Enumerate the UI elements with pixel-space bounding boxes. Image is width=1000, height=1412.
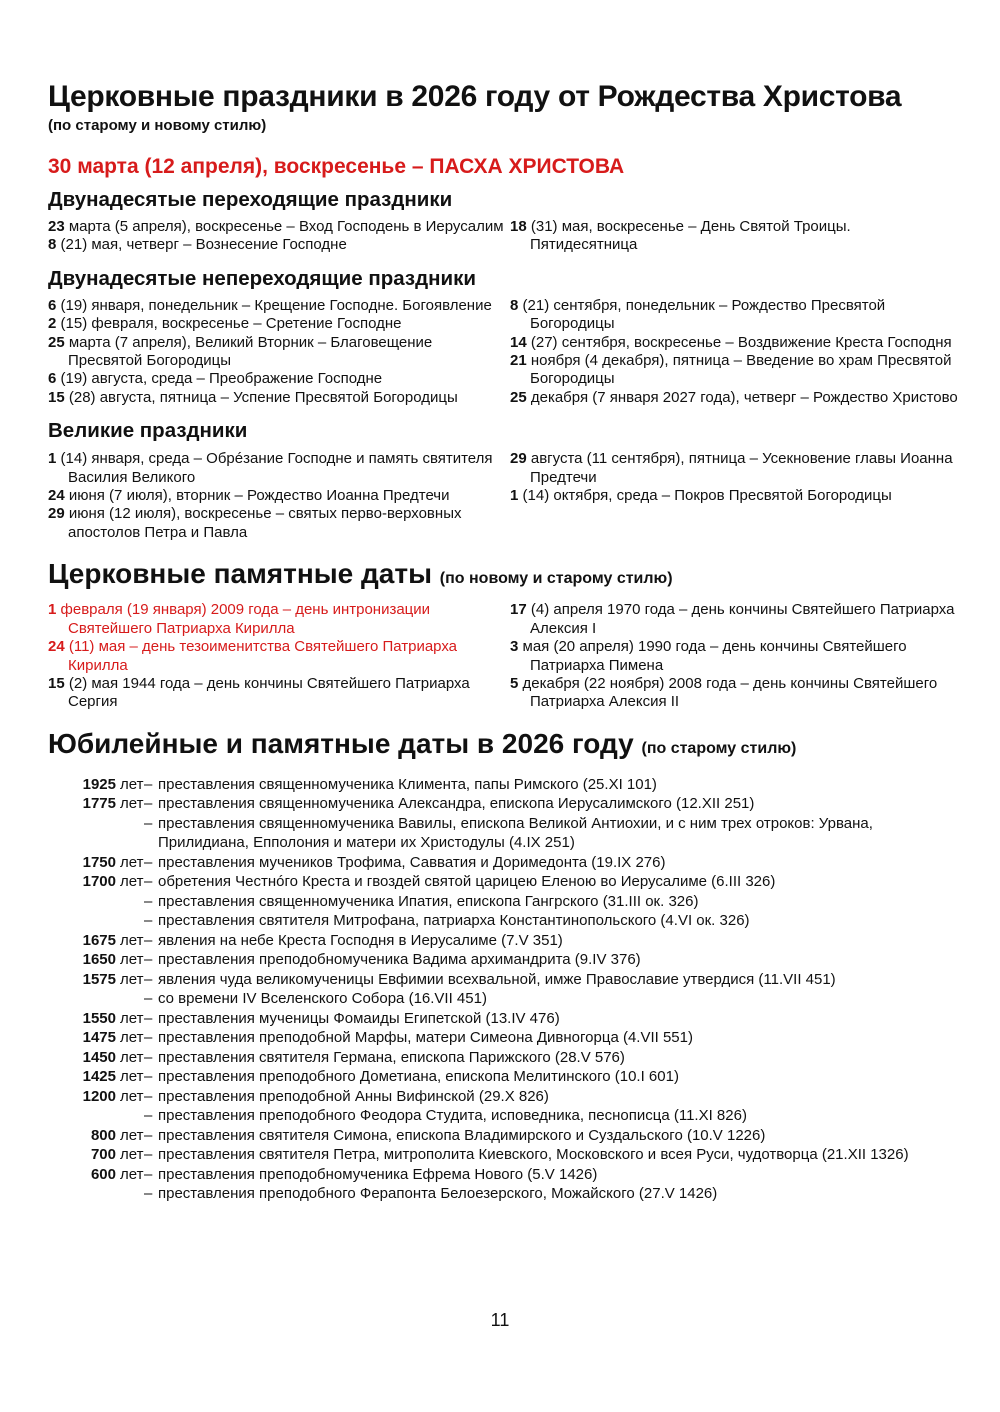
jubilee-text: преставления священномученика Вавилы, епископа Великой Антиохии, и с ним трех отроков: Урвана, Прилидиана, Епполония и матери их Христодулы (4.IX 251) [158, 814, 873, 852]
jubilee-years: 800 [90, 1126, 116, 1144]
jubilee-dash: – [144, 795, 153, 813]
feast-description: мая (20 апреля) 1990 года – день кончины Святейшего Патриарха Пимена [518, 638, 907, 674]
jubilee-row [48, 1106, 958, 1126]
jubilee-years: 1550 [82, 1009, 116, 1027]
jubilee-text: преставления святителя Петра, митрополита Киевского, Московского и всея Руси, чудотворца (21.XII 1326) [158, 1146, 909, 1164]
feast-description: декабря (7 января 2027 года), четверг – Рождество Христово [526, 388, 958, 406]
great-feasts-heading: Великие праздники [48, 419, 248, 443]
feast-description: (21) сентября, понедельник – Рождество Пресвятой Богородицы [518, 296, 886, 333]
feast-day-number: 18 [510, 218, 527, 235]
jubilee-years: 600 [90, 1165, 116, 1183]
jubilee-let-word: лет [120, 853, 144, 871]
feast-entry [48, 675, 510, 712]
feast-day-number: 24 [48, 487, 65, 505]
feast-day-number: 8 [510, 296, 519, 314]
feast-day-number: 15 [48, 674, 65, 692]
feast-day-number: 5 [510, 674, 519, 692]
jubilee-dash: – [144, 1107, 153, 1125]
jubilee-dash: – [144, 1087, 153, 1105]
jubilee-let-word: лет [120, 1029, 144, 1047]
jubilee-text: преставления преподобномученика Ефрема Нового (5.V 1426) [158, 1165, 598, 1183]
feast-description: февраля (19 января) 2009 года – день интронизации Святейшего Патриарха Кирилла [56, 601, 431, 637]
jubilee-text: преставления священномученика Климента, папы Римского (25.XI 101) [158, 775, 657, 793]
feast-description: (27) сентября, воскресенье – Воздвижение Креста Господня [526, 333, 952, 351]
jubilee-text: преставления преподобномученика Вадима архимандрита (9.IV 376) [158, 951, 641, 969]
feast-entry [48, 236, 510, 254]
feast-entry [48, 297, 510, 315]
jubilee-text: преставления мучеников Трофима, Савватия и Доримедонта (19.IX 276) [158, 853, 666, 871]
feast-day-number: 25 [510, 388, 527, 406]
jubilee-dash: – [144, 892, 153, 910]
feast-description: ноября (4 декабря), пятница – Введение во храм Пресвятой Богородицы [526, 352, 952, 388]
feast-day-number: 21 [510, 352, 527, 370]
jubilee-row [48, 814, 958, 853]
feast-day-number: 6 [48, 296, 57, 314]
jubilee-text: преставления святителя Митрофана, патриарха Константинопольского (4.VI ок. 326) [158, 912, 750, 930]
fixed-right-column [510, 297, 958, 407]
feast-entry [510, 487, 958, 505]
feast-entry [48, 315, 510, 333]
jubilee-dash: – [144, 853, 153, 871]
jubilee-years: 1200 [82, 1087, 116, 1105]
jubilee-dash: – [144, 912, 153, 930]
feast-day-number: 1 [510, 487, 519, 505]
jubilee-row [48, 1145, 958, 1165]
feast-description: марта (7 апреля), Великий Вторник – Благовещение Пресвятой Богородицы [64, 333, 433, 370]
feast-entry [510, 389, 958, 407]
jubilee-text: преставления святителя Германа, епископа Парижского (28.V 576) [158, 1048, 625, 1066]
feast-description: декабря (22 ноября) 2008 года – день кончины Святейшего Патриарха Алексия II [518, 674, 938, 711]
jubilee-dash: – [144, 1009, 153, 1027]
feast-day-number: 2 [48, 315, 57, 333]
feast-entry [48, 638, 510, 675]
jubilee-row [48, 970, 958, 990]
jubilee-years: 700 [90, 1146, 116, 1164]
jubilee-text: преставления преподобного Ферапонта Белоезерского, Можайского (27.V 1426) [158, 1185, 718, 1203]
feast-day-number: 6 [48, 370, 57, 388]
jubilee-row [48, 911, 958, 931]
feast-description: августа (11 сентября), пятница – Усекновение главы Иоанна Предтечи [526, 450, 953, 486]
jubilee-row [48, 1126, 958, 1146]
feast-entry [510, 218, 958, 255]
memorial-left-column [48, 601, 510, 711]
jubilee-dash: – [144, 931, 153, 949]
jubilee-row [48, 794, 958, 814]
memorial-dates-heading [48, 556, 958, 597]
feast-description: (31) мая, воскресенье – День Святой Троицы. Пятидесятница [526, 218, 851, 254]
jubilee-years: 1450 [82, 1048, 116, 1066]
jubilee-let-word: лет [120, 970, 144, 988]
feast-entry [48, 370, 510, 388]
feast-description: (19) января, понедельник – Крещение Господне. Богоявление [56, 296, 492, 314]
feast-entry [510, 638, 958, 675]
feast-description: (4) апреля 1970 года – день кончины Святейшего Патриарха Алексия I [526, 601, 955, 637]
page-title: Церковные праздники в 2026 году от Рождества Христова [48, 80, 902, 113]
jubilee-dash: – [144, 1126, 153, 1144]
feast-day-number: 29 [510, 450, 527, 468]
memorial-right-column [510, 601, 958, 711]
jubilee-dash: – [144, 990, 153, 1008]
feast-description: (21) мая, четверг – Вознесение Господне [56, 236, 347, 254]
jubilee-dash: – [144, 951, 153, 969]
feast-description: июня (12 июля), воскресенье – святых перво-верховных апостолов Петра и Павла [64, 505, 462, 541]
feast-entry [48, 487, 510, 505]
jubilee-text: преставления священномученика Александра, епископа Иерусалимского (12.XII 251) [158, 795, 755, 813]
jubilee-text: преставления мученицы Фомаиды Египетской (13.IV 476) [158, 1009, 560, 1027]
jubilee-dash: – [144, 1029, 153, 1047]
jubilee-row [48, 853, 958, 873]
jubilee-text: преставления священномученика Ипатия, епископа Гангрского (31.III ок. 326) [158, 892, 699, 910]
feast-day-number: 29 [48, 505, 65, 523]
jubilee-years: 1700 [82, 873, 116, 891]
jubilee-heading-note: (по старому стилю) [641, 739, 797, 757]
jubilee-let-word: лет [120, 775, 144, 793]
page [48, 78, 958, 1204]
feast-entry [510, 450, 958, 487]
jubilee-let-word: лет [120, 1165, 144, 1183]
feast-day-number: 1 [48, 601, 57, 619]
jubilee-row [48, 1087, 958, 1107]
jubilee-row [48, 1009, 958, 1029]
feast-entry [510, 334, 958, 352]
jubilee-years: 1575 [82, 970, 116, 988]
jubilee-row [48, 1028, 958, 1048]
feast-description: марта (5 апреля), воскресенье – Вход Господень в Иерусалим [64, 218, 504, 235]
feast-day-number: 3 [510, 638, 519, 656]
feast-description: (15) февраля, воскресенье – Сретение Господне [56, 315, 402, 333]
jubilee-row [48, 931, 958, 951]
jubilee-let-word: лет [120, 931, 144, 949]
feast-description: (2) мая 1944 года – день кончины Святейшего Патриарха Сергия [64, 674, 470, 711]
fixed-left-column [48, 297, 510, 407]
feast-entry [510, 297, 958, 334]
memorial-heading-note: (по новому и старому стилю) [439, 570, 673, 588]
jubilee-years: 1925 [82, 775, 116, 793]
feast-day-number: 24 [48, 638, 65, 656]
jubilee-years: 1775 [82, 795, 116, 813]
jubilee-dash: – [144, 1048, 153, 1066]
feast-day-number: 14 [510, 333, 527, 351]
jubilee-dash: – [144, 1146, 153, 1164]
feast-entry [48, 505, 510, 542]
jubilee-let-word: лет [120, 1087, 144, 1105]
fixed-feasts-heading: Двунадесятые непереходящие праздники [48, 266, 476, 290]
jubilee-heading [48, 726, 958, 767]
jubilee-text: преставления преподобного Дометиана, епископа Мелитинского (10.I 601) [158, 1068, 679, 1086]
great-left-column [48, 450, 510, 542]
jubilee-text: явления чуда великомученицы Евфимии всехвальной, имже Православие утвердися (11.VII 451) [158, 970, 836, 988]
jubilee-text: преставления преподобной Анны Вифинской (29.X 826) [158, 1087, 549, 1105]
feast-description: (14) января, среда – Обрéзание Господне и память святителя Василия Великого [56, 450, 493, 486]
jubilee-years: 1750 [82, 853, 116, 871]
jubilee-row [48, 1184, 958, 1204]
feast-entry [48, 334, 510, 371]
feast-entry [48, 389, 510, 407]
movable-right-column [510, 218, 958, 255]
jubilee-let-word: лет [120, 1048, 144, 1066]
feast-day-number: 23 [48, 218, 65, 235]
jubilee-text: преставления преподобного Феодора Студита, исповедника, песнописца (11.XI 826) [158, 1107, 747, 1125]
feast-entry [48, 601, 510, 638]
feast-day-number: 17 [510, 601, 527, 619]
feast-entry [510, 352, 958, 389]
feast-entry [510, 675, 958, 712]
feast-description: (19) августа, среда – Преображение Господне [56, 370, 383, 388]
fixed-feasts [48, 297, 958, 407]
jubilee-let-word: лет [120, 1146, 144, 1164]
feast-description: (14) октября, среда – Покров Пресвятой Богородицы [518, 487, 892, 505]
feast-description: июня (7 июля), вторник – Рождество Иоанна Предтечи [64, 487, 450, 505]
great-right-column [510, 450, 958, 542]
jubilee-years: 1675 [82, 931, 116, 949]
feast-day-number: 8 [48, 236, 57, 254]
feast-day-number: 25 [48, 333, 65, 351]
jubilee-list [48, 775, 958, 1204]
jubilee-dash: – [144, 1165, 153, 1183]
jubilee-dash: – [144, 1185, 153, 1203]
jubilee-text: явления на небе Креста Господня в Иерусалиме (7.V 351) [158, 931, 563, 949]
feast-description: (11) мая – день тезоименитства Святейшего Патриарха Кирилла [64, 638, 458, 674]
jubilee-text: со времени IV Вселенского Собора (16.VII 451) [158, 990, 487, 1008]
page-number: 11 [490, 1310, 510, 1330]
feast-day-number: 15 [48, 388, 65, 406]
movable-feasts [48, 218, 958, 255]
jubilee-row [48, 1048, 958, 1068]
jubilee-years: 1650 [82, 951, 116, 969]
feast-entry [48, 450, 510, 487]
jubilee-let-word: лет [120, 1126, 144, 1144]
feast-description: (28) августа, пятница – Успение Пресвятой Богородицы [64, 388, 458, 406]
jubilee-text: обретения Честнóго Креста и гвоздей святой царицею Еленою во Иерусалиме (6.III 326) [158, 873, 776, 891]
jubilee-dash: – [144, 814, 153, 832]
jubilee-let-word: лет [120, 873, 144, 891]
jubilee-let-word: лет [120, 1009, 144, 1027]
jubilee-years: 1425 [82, 1068, 116, 1086]
jubilee-row [48, 872, 958, 892]
movable-feasts-heading: Двунадесятые переходящие праздники [48, 188, 453, 211]
jubilee-row [48, 892, 958, 912]
jubilee-dash: – [144, 1068, 153, 1086]
page-subtitle: (по старому и новому стилю) [48, 117, 267, 134]
jubilee-let-word: лет [120, 1068, 144, 1086]
jubilee-row [48, 1067, 958, 1087]
feast-day-number: 1 [48, 450, 57, 468]
easter-date: 30 марта (12 апреля), воскресенье – ПАСХА ХРИСТОВА [48, 155, 625, 178]
great-feasts [48, 450, 958, 542]
memorial-dates [48, 601, 958, 711]
jubilee-dash: – [144, 970, 153, 988]
jubilee-years: 1475 [82, 1029, 116, 1047]
jubilee-dash: – [144, 775, 153, 793]
jubilee-text: преставления преподобной Марфы, матери Симеона Дивногорца (4.VII 551) [158, 1029, 693, 1047]
movable-left-column [48, 218, 510, 255]
jubilee-dash: – [144, 873, 153, 891]
jubilee-row [48, 989, 958, 1009]
jubilee-row [48, 1165, 958, 1185]
memorial-heading-text: Церковные памятные даты [48, 558, 433, 590]
jubilee-text: преставления святителя Симона, епископа Владимирского и Суздальского (10.V 1226) [158, 1126, 766, 1144]
jubilee-let-word: лет [120, 795, 144, 813]
jubilee-row [48, 775, 958, 795]
feast-entry [48, 218, 510, 236]
feast-entry [510, 601, 958, 638]
jubilee-row [48, 950, 958, 970]
jubilee-heading-text: Юбилейные и памятные даты в 2026 году [48, 727, 634, 759]
jubilee-let-word: лет [120, 951, 144, 969]
